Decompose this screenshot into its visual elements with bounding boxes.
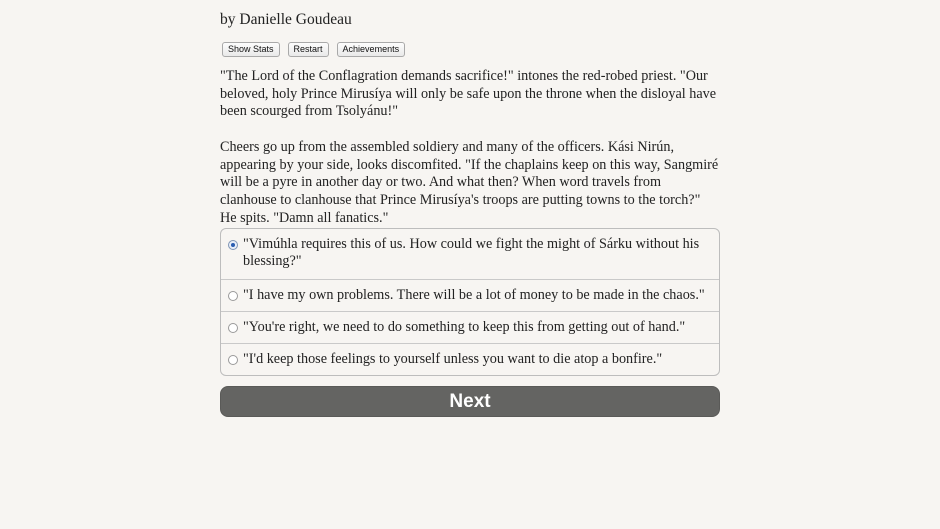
story-paragraph: Cheers go up from the assembled soldiery and many of the officers. Kási Nirún, appearing by your side, looks discomfited. "If the chaplains keep on this way, Sangmiré will be a pyre in another day or two. And what then? When word travels from clanhouse to clanhouse that Prince Mirusíya's troops are putting towns to the torch?" He spits. "Damn all fanatics." xyxy=(220,139,719,226)
choice-option-4[interactable] xyxy=(221,343,719,375)
author-byline: by Danielle Goudeau xyxy=(220,11,352,28)
show-stats-button[interactable]: Show Stats xyxy=(222,42,280,57)
radio-unselected-icon[interactable] xyxy=(228,291,238,301)
restart-button[interactable]: Restart xyxy=(288,42,329,57)
choice-option-3[interactable] xyxy=(221,311,719,343)
choice-list xyxy=(220,228,720,376)
radio-unselected-icon[interactable] xyxy=(228,323,238,333)
story-paragraph: "The Lord of the Conflagration demands sacrifice!" intones the red-robed priest. "Our beloved, holy Prince Mirusíya will only be safe upon the throne when the disloyal have been scourged from Tsolyánu!" xyxy=(220,68,717,120)
choice-label: "Vimúhla requires this of us. How could we fight the might of Sárku without his blessing?" xyxy=(243,236,700,269)
choice-option-1[interactable] xyxy=(221,229,719,279)
choice-label: "I have my own problems. There will be a lot of money to be made in the chaos." xyxy=(243,287,705,303)
radio-selected-icon[interactable] xyxy=(228,240,238,250)
choice-label: "I'd keep those feelings to yourself unless you want to die atop a bonfire." xyxy=(243,351,663,367)
choice-label: "You're right, we need to do something to keep this from getting out of hand." xyxy=(243,319,686,335)
achievements-button[interactable]: Achievements xyxy=(337,42,406,57)
toolbar xyxy=(222,42,405,57)
radio-unselected-icon[interactable] xyxy=(228,355,238,365)
choice-option-2[interactable] xyxy=(221,279,719,311)
next-button[interactable]: Next xyxy=(220,386,720,417)
